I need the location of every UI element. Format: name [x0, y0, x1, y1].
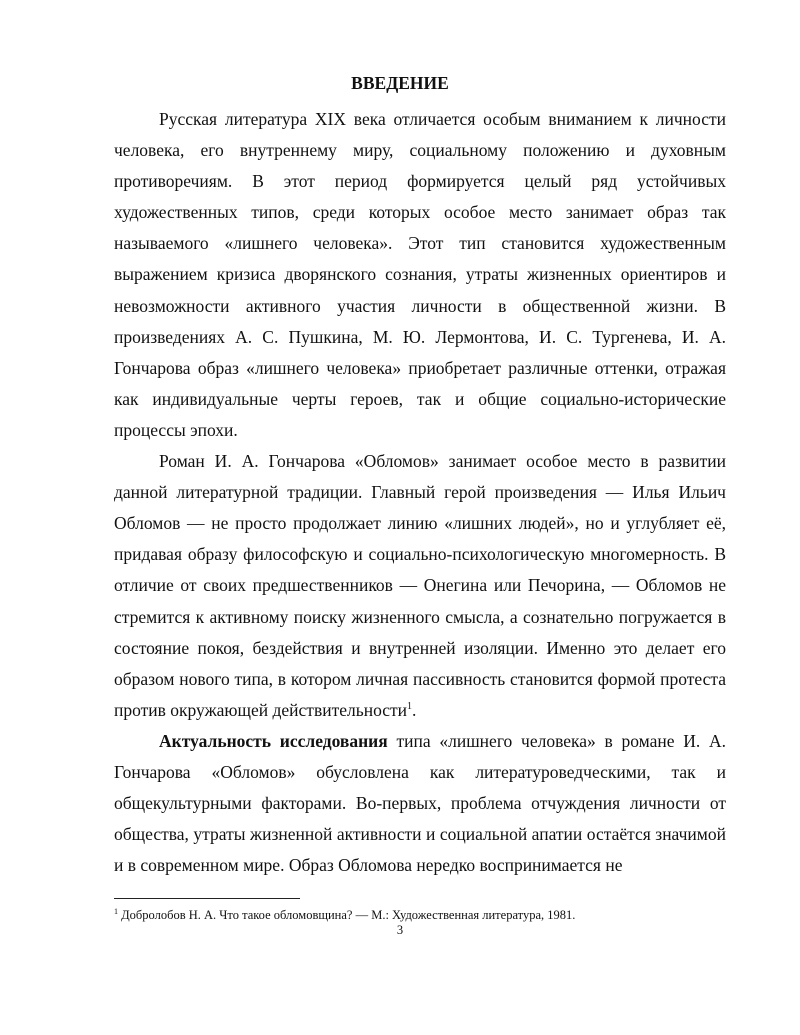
paragraph-3-bold-lead: Актуальность исследования	[159, 730, 388, 751]
footnote-marker: 1	[114, 907, 118, 916]
footnote-separator	[114, 898, 300, 899]
section-heading: ВВЕДЕНИЕ	[351, 73, 449, 93]
footnote-text: Добролобов Н. А. Что такое обломовщина? — М.: Художественная литература, 1981.	[118, 908, 576, 923]
paragraph-2	[114, 446, 726, 726]
paragraph-3	[114, 726, 726, 881]
paragraph-1: Русская литература XIX века отличается особым вниманием к личности человека, его внутреннему миру, социальному положению и духовным противоречиям. В этот период формируется целый ряд устойчивых художественных типов, среди которых особое место занимает образ так называемого «лишнего человека». Этот тип становится художественным выражением кризиса дворянского сознания, утраты жизненных ориентиров и невозможности активного участия личности в общественной жизни. В произведениях А. С. Пушкина, М. Ю. Лермонтова, И. С. Тургенева, И. А. Гончарова образ «лишнего человека» приобретает различные оттенки, отражая как индивидуальные черты героев, так и общие социально-исторические процессы эпохи.	[114, 109, 726, 440]
paragraph-2-end: .	[412, 699, 417, 720]
paragraph-2-text: Роман И. А. Гончарова «Обломов» занимает особое место в развитии данной литературной традиции. Главный герой произведения — Илья Ильич Обломов — не просто продолжает линию «лишних людей», но и углубляет её, придавая образу философскую и социально-психологическую многомерность. В отличие от своих предшественников — Онегина или Печорина, — Обломов не стремится к активному поиску жизненного смысла, а сознательно погружается в состояние покоя, бездействия и внутренней изоляции. Именно это делает его образом нового типа, в котором личная пассивность становится формой протеста против окружающей действительности	[114, 451, 726, 720]
footnote	[114, 904, 734, 923]
body-text	[114, 104, 726, 881]
footnote-reference: 1	[407, 700, 413, 712]
page-number: 3	[396, 923, 404, 937]
paragraph-3-text: типа «лишнего человека» в романе И. А. Гончарова «Обломов» обусловлена как литературоведческими, так и общекультурными факторами. Во-первых, проблема отчуждения личности от общества, утраты жизненной активности и социальной апатии остаётся значимой и в современном мире. Образ Обломова нередко воспринимается не	[114, 730, 727, 876]
